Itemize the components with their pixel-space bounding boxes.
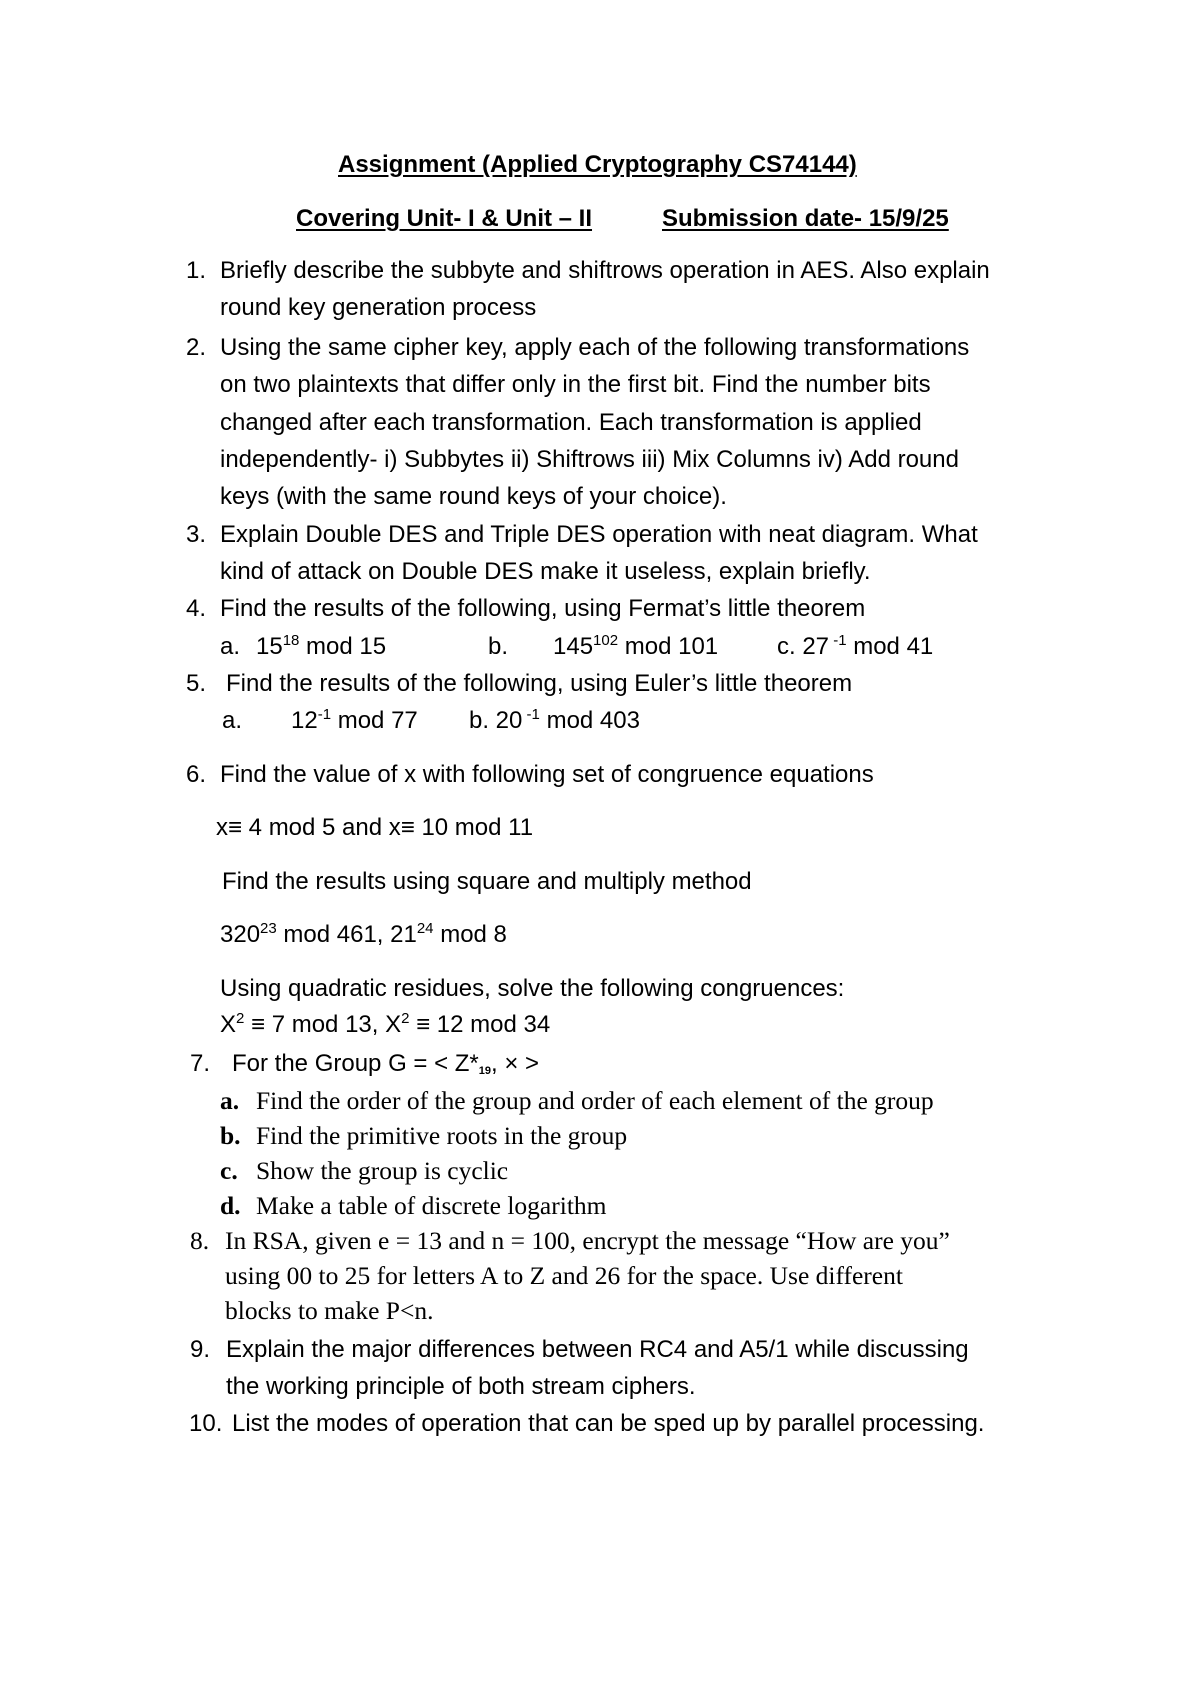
submission-date: Submission date- 15/9/25 <box>662 205 949 232</box>
q2-line-1: Using the same cipher key, apply each of the following transformations <box>220 334 970 361</box>
q4-part-a-label: a. <box>220 633 241 660</box>
q4-part-b-label: b. <box>488 633 509 660</box>
q4-part-c: c. 27 $^{-1}$ mod 41 <box>777 632 934 660</box>
q7-part-d-text: Make a table of discrete logarithm <box>256 1191 607 1220</box>
q5-part-a: $12^{-1}$ mod 77 <box>291 706 418 734</box>
q1-line-2: round key generation process <box>220 294 537 321</box>
q9-line-2: the working principle of both stream ciphers. <box>226 1373 696 1400</box>
q7-part-a-label: a. <box>220 1086 240 1115</box>
q6-number: 6. <box>186 761 207 788</box>
q7-part-c-label: c. <box>220 1156 238 1185</box>
q3-line-2: kind of attack on Double DES make it useless, explain briefly. <box>220 558 871 585</box>
q6-square-multiply-text: Find the results using square and multiply method <box>222 868 752 895</box>
q6-quadratic-text: Using quadratic residues, solve the following congruences: <box>220 975 845 1002</box>
q2-line-2: on two plaintexts that differ only in the first bit. Find the number bits <box>220 371 931 398</box>
q8-line-1: In RSA, given e = 13 and n = 100, encrypt the message “How are you” <box>225 1226 950 1255</box>
q5-line-1: Find the results of the following, using Euler’s little theorem <box>226 670 853 697</box>
q7-part-b-text: Find the primitive roots in the group <box>256 1121 628 1150</box>
document-title: Assignment (Applied Cryptography CS74144) <box>338 151 857 178</box>
q10-number: 10. <box>189 1410 223 1437</box>
q6-quadratic-expr: $X^2 \equiv 7$ mod 13, $X^2 \equiv 12$ mod 34 <box>220 1010 551 1038</box>
q6-square-multiply-expr: $320^{23}$ mod 461, $21^{24}$ mod 8 <box>220 920 507 948</box>
q4-part-b: $145^{102}$ mod 101 <box>553 632 719 660</box>
q2-line-3: changed after each transformation. Each transformation is applied <box>220 409 922 436</box>
q9-number: 9. <box>190 1336 211 1363</box>
q8-line-2: using 00 to 25 for letters A to Z and 26 for the space. Use different <box>225 1261 903 1290</box>
q6-line-1: Find the value of x with following set of congruence equations <box>220 761 874 788</box>
q7-part-b-label: b. <box>220 1121 241 1150</box>
q7-part-a-text: Find the order of the group and order of each element of the group <box>256 1086 934 1115</box>
q3-number: 3. <box>186 521 207 548</box>
q7-part-c-text: Show the group is cyclic <box>256 1156 509 1185</box>
q7-number: 7. <box>190 1050 211 1077</box>
q5-number: 5. <box>186 670 207 697</box>
q3-line-1: Explain Double DES and Triple DES operation with neat diagram. What <box>220 521 978 548</box>
q8-line-3: blocks to make P<n. <box>225 1296 434 1325</box>
q5-part-b: b. 20 $^{-1}$ mod 403 <box>469 706 640 734</box>
q2-line-5: keys (with the same round keys of your choice). <box>220 483 727 510</box>
q7-line-1: For the Group G = < $Z*_{19}$, × > <box>232 1050 540 1077</box>
q6-congruence-equations: x≡ 4 mod 5 and x≡ 10 mod 11 <box>216 814 534 841</box>
q4-part-a: $15^{18}$ mod 15 <box>256 632 387 660</box>
q10-line-1: List the modes of operation that can be sped up by parallel processing. <box>232 1410 985 1437</box>
q1-number: 1. <box>186 257 207 284</box>
q7-part-d-label: d. <box>220 1191 241 1220</box>
coverage-line: Covering Unit- I & Unit – II <box>296 205 593 232</box>
q9-line-1: Explain the major differences between RC4 and A5/1 while discussing <box>226 1336 969 1363</box>
q2-line-4: independently- i) Subbytes ii) Shiftrows iii) Mix Columns iv) Add round <box>220 446 959 473</box>
q4-number: 4. <box>186 595 207 622</box>
q5-part-a-label: a. <box>222 707 243 734</box>
q4-line-1: Find the results of the following, using Fermat’s little theorem <box>220 595 866 622</box>
q2-number: 2. <box>186 334 207 361</box>
q8-number: 8. <box>190 1226 210 1255</box>
q1-line-1: Briefly describe the subbyte and shiftrows operation in AES. Also explain <box>220 257 990 284</box>
